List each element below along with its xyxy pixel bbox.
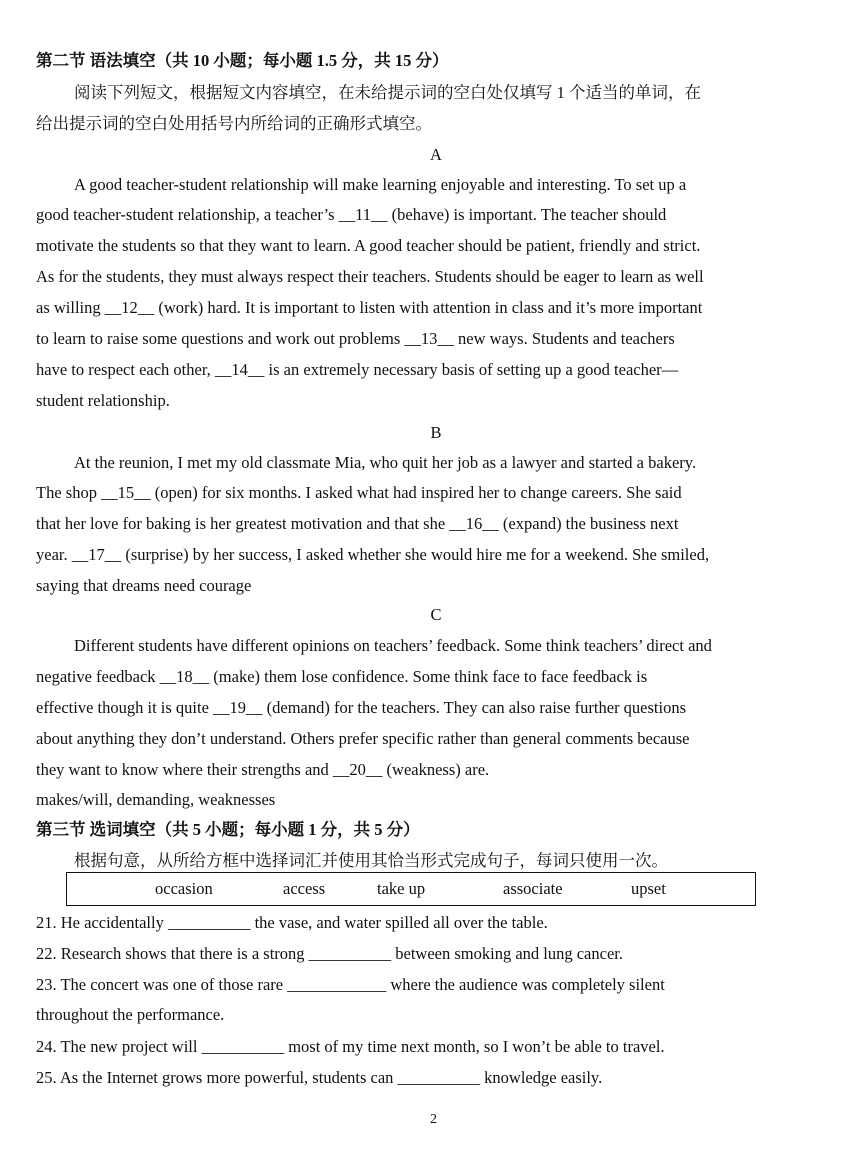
question-23-continued: throughout the performance. bbox=[36, 1005, 225, 1024]
passage-a-line: as willing __12__ (work) hard. It is important to listen with attention in class and it’s more important bbox=[36, 298, 703, 317]
word-bank-item: upset bbox=[631, 879, 666, 898]
passage-c-line: about anything they don’t understand. Others prefer specific rather than general comments because bbox=[36, 729, 690, 748]
passage-b-line: saying that dreams need courage bbox=[36, 576, 252, 595]
passage-c-line: negative feedback __18__ (make) them lose confidence. Some think face to face feedback is bbox=[36, 667, 648, 686]
passage-b-line: year. __17__ (surprise) by her success, I asked whether she would hire me for a weekend. She smiled, bbox=[36, 545, 710, 564]
section2-instruction-2: 给出提示词的空白处用括号内所给词的正确形式填空。 bbox=[36, 114, 432, 133]
word-bank-item: access bbox=[283, 879, 326, 898]
passage-a-line: have to respect each other, __14__ is an extremely necessary basis of setting up a good teacher— bbox=[36, 360, 679, 379]
word-bank-item: take up bbox=[377, 879, 426, 898]
word-bank-item: associate bbox=[503, 879, 563, 898]
question-23: 23. The concert was one of those rare ____________ where the audience was completely silent bbox=[36, 975, 665, 994]
passage-b-line: The shop __15__ (open) for six months. I asked what had inspired her to change careers. She said bbox=[36, 483, 682, 502]
passage-a-line: As for the students, they must always respect their teachers. Students should be eager to learn as well bbox=[36, 267, 704, 286]
passage-c-line: Different students have different opinions on teachers’ feedback. Some think teachers’ direct and bbox=[74, 636, 712, 655]
question-24: 24. The new project will __________ most of my time next month, so I won’t be able to travel. bbox=[36, 1037, 665, 1056]
passage-b-letter: B bbox=[430, 423, 442, 442]
passage-a-letter: A bbox=[430, 145, 442, 164]
section2-heading: 第二节 语法填空（共 10 小题；每小题 1.5 分，共 15 分） bbox=[36, 51, 449, 70]
passage-a-line: good teacher-student relationship, a teacher’s __11__ (behave) is important. The teacher should bbox=[36, 205, 667, 224]
question-21: 21. He accidentally __________ the vase, and water spilled all over the table. bbox=[36, 913, 548, 932]
passage-b-line: At the reunion, I met my old classmate Mia, who quit her job as a lawyer and started a bakery. bbox=[74, 453, 697, 472]
passage-a-line: student relationship. bbox=[36, 391, 170, 410]
section3-instruction: 根据句意，从所给方框中选择词汇并使用其恰当形式完成句子，每词只使用一次。 bbox=[74, 851, 668, 870]
passage-a-line: to learn to raise some questions and work out problems __13__ new ways. Students and teachers bbox=[36, 329, 675, 348]
passage-c-letter: C bbox=[430, 605, 442, 624]
passage-a-line: A good teacher-student relationship will make learning enjoyable and interesting. To set up a bbox=[74, 175, 687, 194]
passage-c-line: effective though it is quite __19__ (demand) for the teachers. They can also raise further questions bbox=[36, 698, 687, 717]
word-bank-box bbox=[66, 872, 756, 906]
handwritten-answer-note: makes/will, demanding, weaknesses bbox=[36, 790, 276, 809]
section2-instruction-1: 阅读下列短文，根据短文内容填空，在未给提示词的空白处仅填写 1 个适当的单词，在 bbox=[74, 83, 701, 102]
passage-b-line: that her love for baking is her greatest motivation and that she __16__ (expand) the business next bbox=[36, 514, 679, 533]
passage-a-line: motivate the students so that they want to learn. A good teacher should be patient, friendly and strict. bbox=[36, 236, 701, 255]
page-number: 2 bbox=[430, 1112, 437, 1127]
passage-c-line: they want to know where their strengths and __20__ (weakness) are. bbox=[36, 760, 490, 779]
question-22: 22. Research shows that there is a strong __________ between smoking and lung cancer. bbox=[36, 944, 623, 963]
word-bank-item: occasion bbox=[155, 879, 213, 898]
section3-heading: 第三节 选词填空（共 5 小题；每小题 1 分，共 5 分） bbox=[36, 820, 420, 839]
question-25: 25. As the Internet grows more powerful, students can __________ knowledge easily. bbox=[36, 1068, 603, 1087]
